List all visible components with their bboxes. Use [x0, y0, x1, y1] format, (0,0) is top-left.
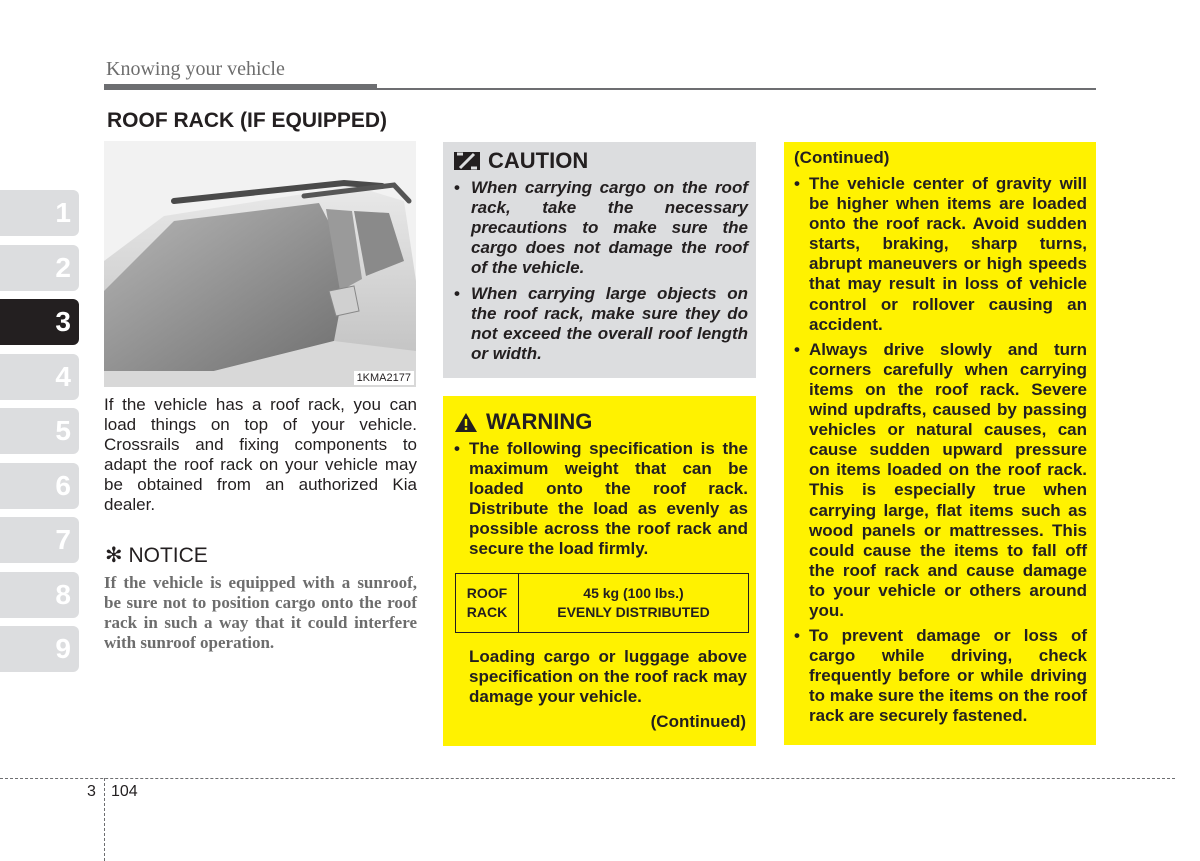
spec-label	[456, 574, 519, 633]
continued-warning-list	[792, 174, 1087, 732]
warning-item: • To prevent damage or loss of cargo while driving, check frequently before or while driving to make sure the items on the roof rack are securely fastened.	[792, 626, 1087, 726]
header-bar-thin	[104, 88, 1096, 90]
footer-page-number: 104	[111, 783, 138, 800]
notice-title: NOTICE	[128, 544, 208, 567]
chapter-tab-3[interactable]: 3	[0, 299, 79, 345]
section-title: ROOF RACK (IF EQUIPPED)	[107, 109, 388, 132]
roof-rack-photo	[104, 141, 416, 387]
spec-label-line2: RACK	[466, 604, 508, 620]
warning-list	[452, 439, 748, 559]
notice-heading	[105, 543, 208, 568]
roof-rack-spec-table	[455, 573, 749, 633]
warning-continued: (Continued)	[650, 712, 746, 731]
warning-title: WARNING	[486, 409, 593, 434]
warning-item: • The following specification is the maximum weight that can be loaded onto the roof rack. Distribute the load as evenly as possible across the roof rack and secure the load firmly.	[452, 439, 748, 559]
notice-body: If the vehicle is equipped with a sunroof, be sure not to position cargo onto the roof rack in such a way that it could interfere with sunroof operation.	[104, 573, 417, 652]
photo-code-label: 1KMA2177	[354, 371, 414, 385]
chapter-tab-1[interactable]: 1	[0, 190, 79, 236]
spec-value	[519, 574, 749, 633]
warning-heading	[454, 409, 592, 435]
warning-item: • The vehicle center of gravity will be higher when items are loaded onto the roof rack. Avoid sudden starts, braking, sharp turns, abrupt maneuvers or high speeds that may result in loss of vehicle control or rollover causing an accident.	[792, 174, 1087, 335]
warning-triangle-icon	[454, 412, 478, 433]
asterisk-icon: ✻	[105, 544, 123, 567]
caution-icon	[454, 152, 480, 170]
chapter-tab-4[interactable]: 4	[0, 354, 79, 400]
caution-heading	[454, 148, 588, 174]
warning-after-text: Loading cargo or luggage above specification on the roof rack may damage your vehicle.	[469, 647, 747, 706]
chapter-tab-8[interactable]: 8	[0, 572, 79, 618]
footer-vertical-divider	[104, 778, 105, 861]
vehicle-roof-illustration	[104, 141, 416, 387]
intro-paragraph: If the vehicle has a roof rack, you can load things on top of your vehicle. Crossrails and fixing components to adapt the roof rack on your vehicle may be obtained from an authorized Kia dealer.	[104, 395, 417, 514]
chapter-tab-5[interactable]: 5	[0, 408, 79, 454]
footer-divider	[0, 778, 1175, 779]
spec-value-line2: EVENLY DISTRIBUTED	[557, 604, 710, 620]
footer-chapter-number: 3	[87, 783, 96, 800]
right-continued-label: (Continued)	[794, 148, 890, 167]
chapter-tab-2[interactable]: 2	[0, 245, 79, 291]
header-title: Knowing your vehicle	[106, 58, 285, 80]
spec-value-line1: 45 kg (100 lbs.)	[583, 585, 684, 601]
spec-label-line1: ROOF	[466, 585, 508, 601]
chapter-tab-9[interactable]: 9	[0, 626, 79, 672]
caution-list	[452, 178, 748, 370]
warning-item: • Always drive slowly and turn corners carefully when carrying items on the roof rack. Severe wind updrafts, caused by passing vehicles or natural causes, can cause sudden upward pressure on items loaded on the roof rack. This is especially true when carrying large, flat items such as wood panels or mattresses. This could cause the items to fall off the roof rack and cause damage to your vehicle or others around you.	[792, 340, 1087, 621]
chapter-tab-7[interactable]: 7	[0, 517, 79, 563]
caution-item: • When carrying large objects on the roof rack, make sure they do not exceed the overall roof length or width.	[452, 284, 748, 364]
chapter-tab-6[interactable]: 6	[0, 463, 79, 509]
caution-item: • When carrying cargo on the roof rack, take the necessary precautions to make sure the cargo does not damage the roof of the vehicle.	[452, 178, 748, 278]
caution-title: CAUTION	[488, 148, 589, 173]
